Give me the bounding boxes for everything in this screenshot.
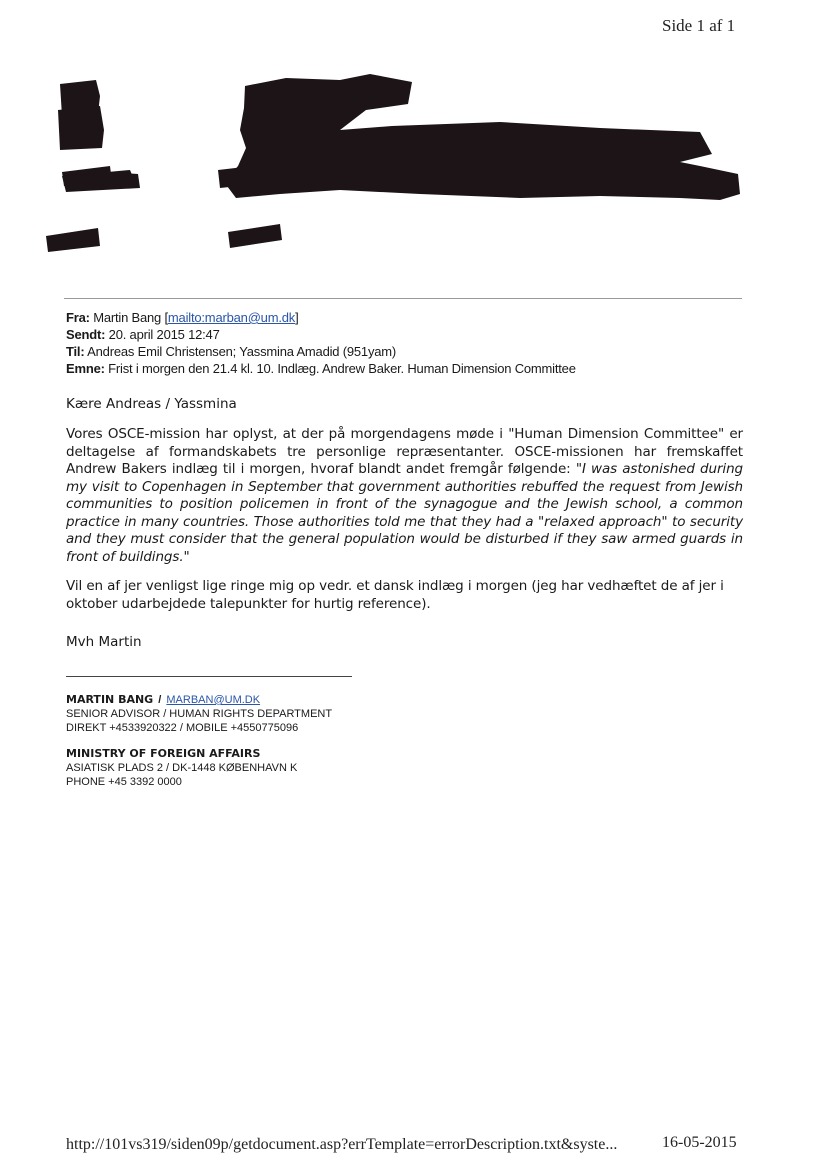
redaction-block	[40, 70, 760, 260]
signature-title: SENIOR ADVISOR / HUMAN RIGHTS DEPARTMENT	[66, 708, 333, 720]
to-value: Andreas Emil Christensen; Yassmina Amadid (951yam)	[87, 344, 397, 359]
from-label: Fra:	[66, 310, 90, 325]
from-row: Fra: Martin Bang [mailto:marban@um.dk]	[66, 310, 299, 325]
from-name: Martin Bang	[93, 310, 162, 325]
signature-phones: DIREKT +4533920322 / MOBILE +4550775096	[66, 722, 299, 734]
footer-url: http://101vs319/siden09p/getdocument.asp?errTemplate=errorDescription.txt&syste...	[66, 1136, 618, 1153]
subject-label: Emne:	[66, 361, 105, 376]
signature-org: MINISTRY OF FOREIGN AFFAIRS	[66, 747, 261, 760]
signoff: Mvh Martin	[66, 634, 142, 650]
sent-value: 20. april 2015 12:47	[108, 327, 220, 342]
page-number: Side 1 af 1	[662, 16, 736, 35]
sent-row	[66, 326, 746, 343]
signature-name-row	[66, 693, 466, 707]
signature-divider	[66, 676, 352, 677]
body-paragraph-1	[66, 426, 743, 566]
body-paragraph-2: Vil en af jer venligst lige ringe mig op vedr. et dansk indlæg i morgen (jeg har vedhæftet de af jer i oktober udarbejdede talepunkter for hurtig reference).	[66, 578, 724, 612]
to-label: Til:	[66, 344, 85, 359]
signature-phone: PHONE +45 3392 0000	[66, 776, 182, 788]
signature-email-link[interactable]: MARBAN@UM.DK	[166, 694, 261, 706]
signature-address: ASIATISK PLADS 2 / DK-1448 KØBENHAVN K	[66, 762, 298, 774]
signature-block	[66, 693, 466, 789]
subject-value: Frist i morgen den 21.4 kl. 10. Indlæg. Andrew Baker. Human Dimension Committee	[108, 361, 576, 376]
from-email-link[interactable]: mailto:marban@um.dk	[167, 310, 296, 325]
greeting: Kære Andreas / Yassmina	[66, 396, 237, 412]
header-divider	[64, 298, 742, 299]
paragraph-1-quote: "I was astonished during my visit to Copenhagen in September that government authorities rebuffed the request from Jewish communities to position policemen in front of the synagogue and the Jewish school, a common practice in many countries. Those authorities told me that they had a "relaxed approach" to security and they must consider that the general population would be disturbed if they saw armed guards in front of buildings."	[66, 461, 743, 565]
paragraph-1-text: Vores OSCE-mission har oplyst, at der på morgendagens møde i "Human Dimension Committee" er deltagelse af formandskabets tre personlige repræsentanter. OSCE-missionen har fremskaffet Andrew Bakers indlæg til i morgen, hvoraf blandt andet fremgår følgende:	[66, 426, 743, 477]
signature-separator: /	[158, 694, 162, 706]
sent-label: Sendt:	[66, 327, 106, 342]
footer-date: 16-05-2015	[662, 1134, 737, 1151]
to-row	[66, 343, 746, 360]
signature-name: MARTIN BANG	[66, 693, 154, 706]
email-header	[66, 309, 746, 377]
subject-row	[66, 360, 746, 377]
